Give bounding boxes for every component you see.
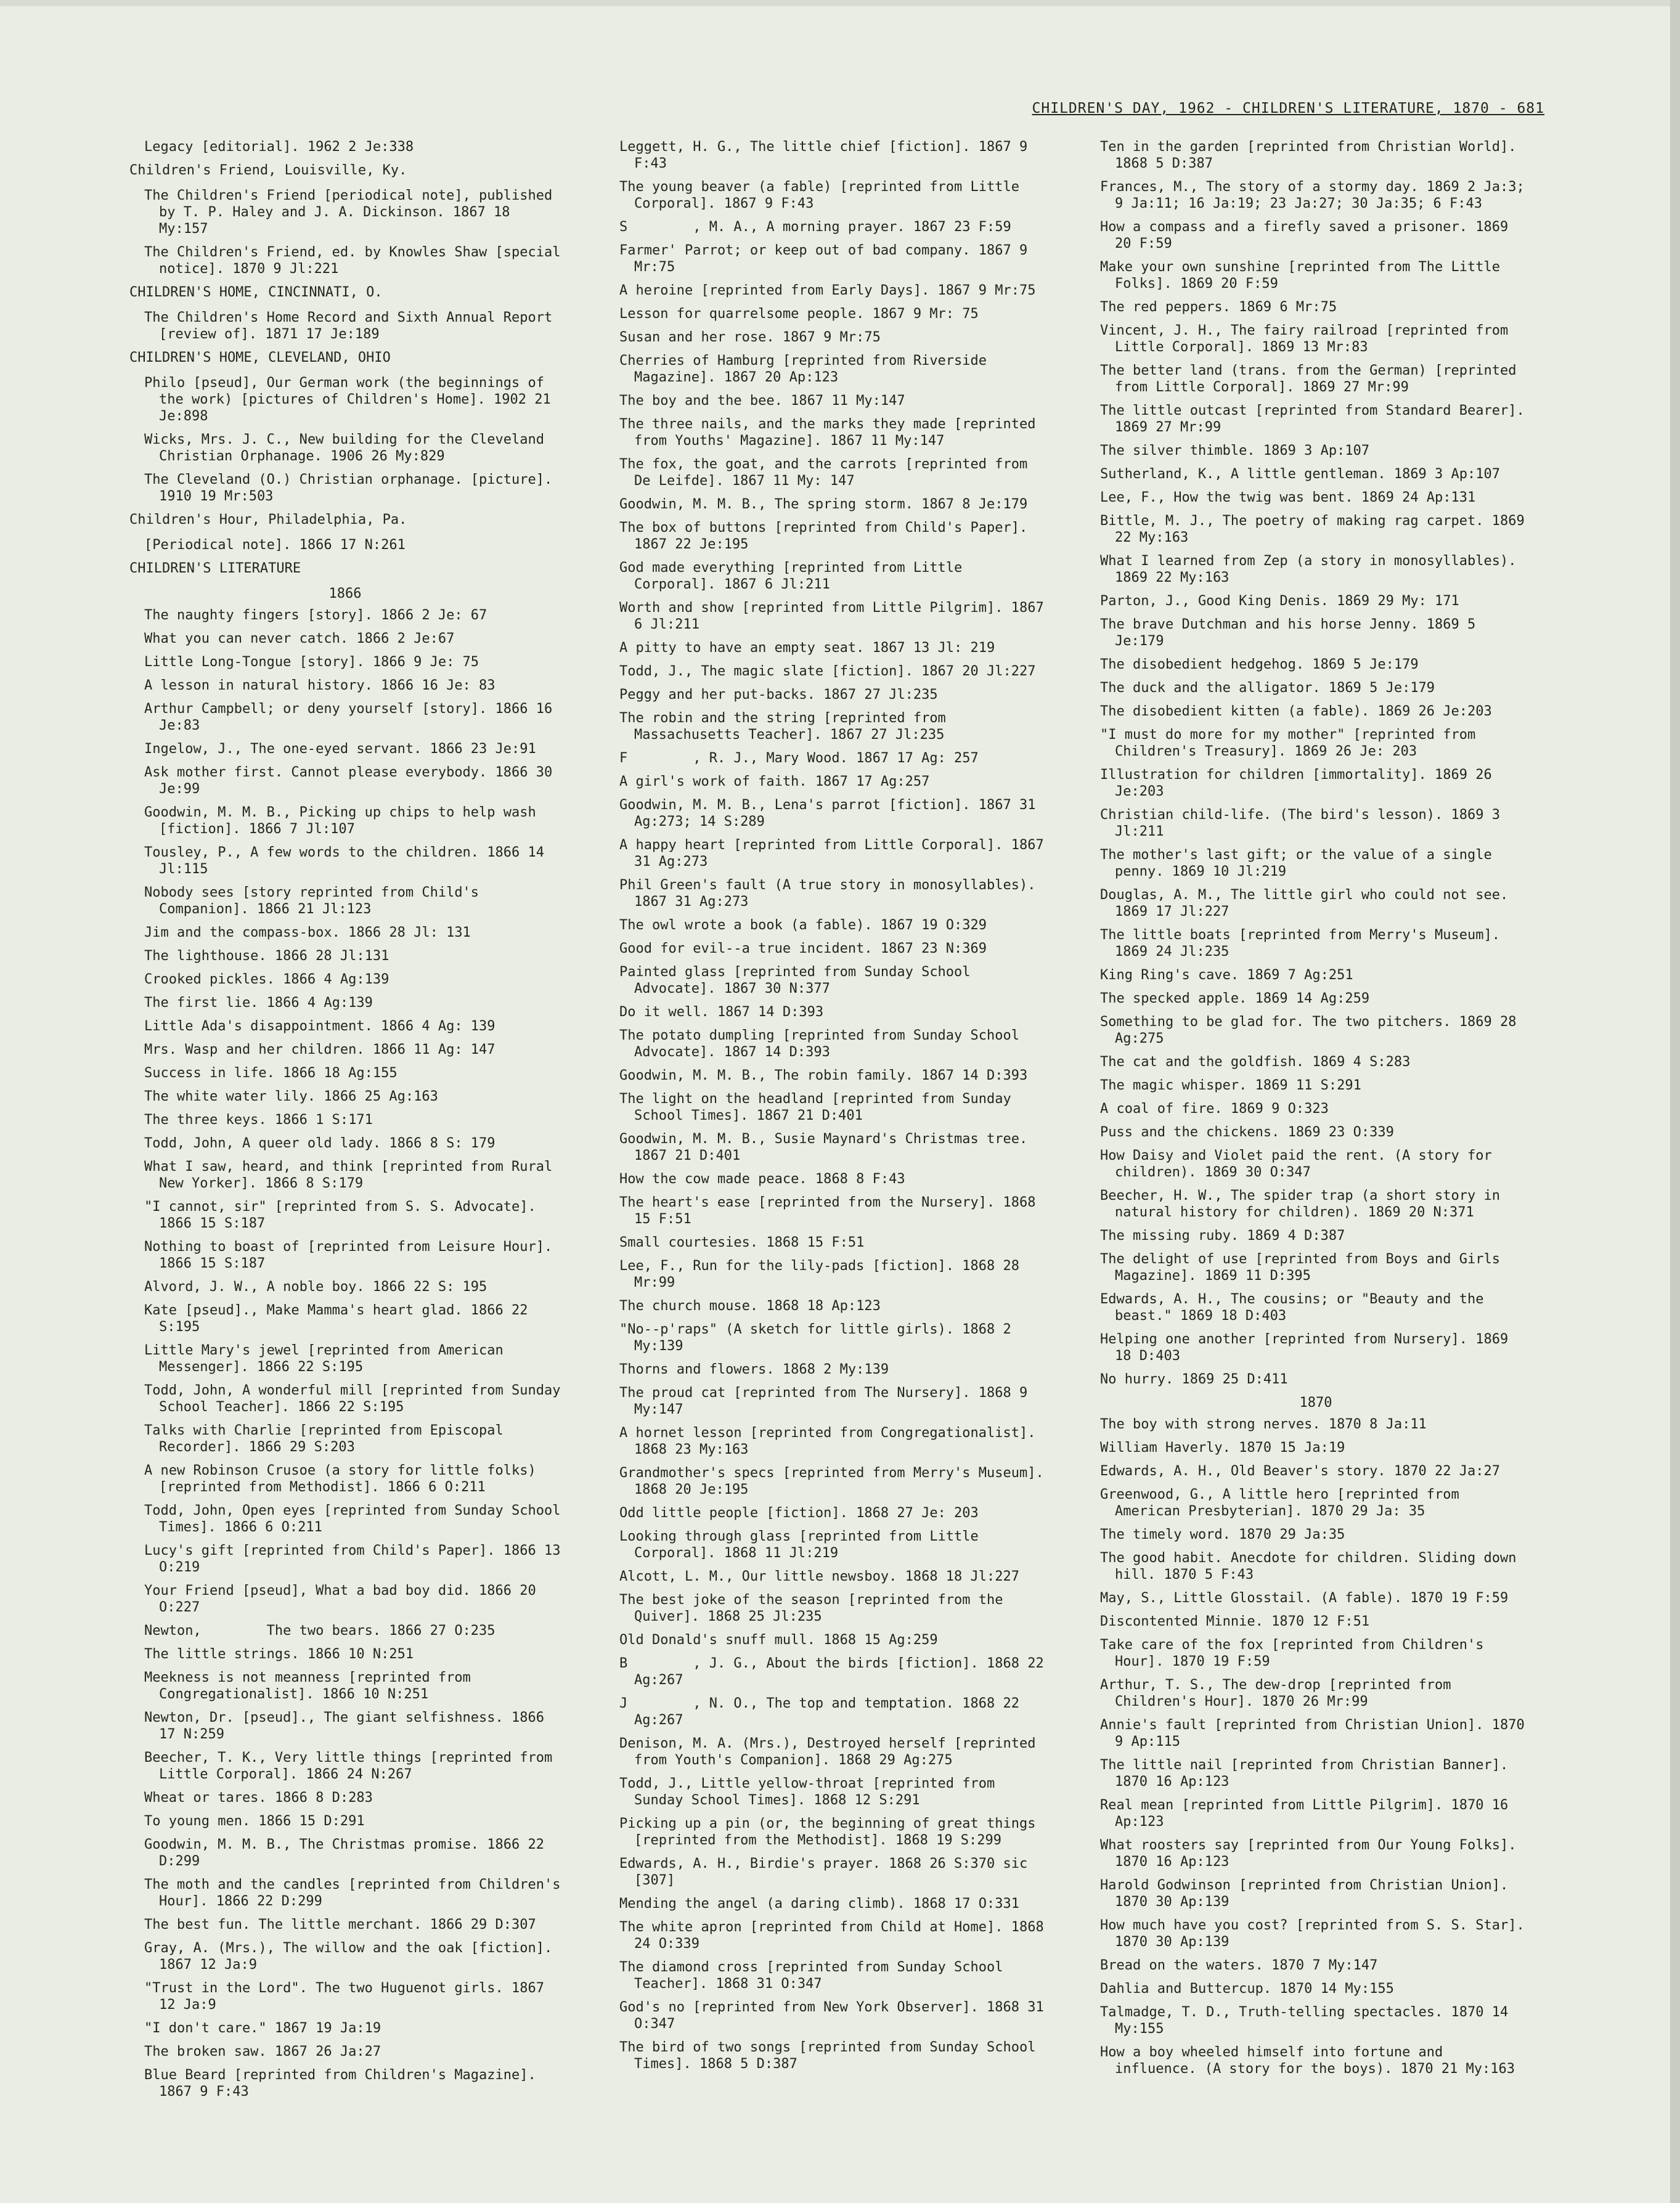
index-entry: Bittle, M. J., The poetry of making rag carpet. 1869 22 My:163: [1100, 513, 1533, 545]
index-entry: A heroine [reprinted from Early Days]. 1867 9 Mr:75: [619, 283, 1036, 298]
index-entry: The little boats [reprinted from Merry's Museum]. 1869 24 Jl:235: [1100, 927, 1509, 959]
index-entry: Talks with Charlie [reprinted from Episcopal Recorder]. 1866 29 S:203: [144, 1423, 512, 1455]
index-entry: Greenwood, G., A little hero [reprinted from American Presbyterian]. 1870 29 Ja: 35: [1100, 1487, 1468, 1519]
running-head: CHILDREN'S DAY, 1962 - CHILDREN'S LITERATURE, 1870 - 681: [1032, 100, 1544, 116]
index-entry: Arthur, T. S., The dew-drop [reprinted from Children's Hour]. 1870 26 Mr:99: [1100, 1677, 1459, 1709]
index-entry: The white water lily. 1866 25 Ag:163: [144, 1089, 438, 1104]
index-entry: The three keys. 1866 1 S:171: [144, 1112, 373, 1128]
index-entry: A hornet lesson [reprinted from Congregationalist]. 1868 23 My:163: [619, 1425, 1044, 1457]
index-heading: CHILDREN'S HOME, CINCINNATI, O.: [129, 285, 383, 300]
index-entry: A pitty to have an empty seat. 1867 13 Jl: 219: [619, 640, 995, 656]
index-entry: Lucy's gift [reprinted from Child's Paper]. 1866 13 O:219: [144, 1543, 569, 1575]
index-entry: Odd little people [fiction]. 1868 27 Je: 203: [619, 1505, 979, 1521]
index-entry: Do it well. 1867 14 D:393: [619, 1004, 824, 1020]
index-entry: "I don't care." 1867 19 Ja:19: [144, 2021, 381, 2036]
index-entry: The robin and the string [reprinted from Massachusetts Teacher]. 1867 27 Jl:235: [619, 711, 955, 743]
index-entry: The potato dumpling [reprinted from Sunday School Advocate]. 1867 14 D:393: [619, 1028, 1028, 1060]
index-entry: "I cannot, sir" [reprinted from S. S. Advocate]. 1866 15 S:187: [144, 1199, 545, 1231]
index-entry: The church mouse. 1868 18 Ap:123: [619, 1298, 881, 1314]
index-entry: Crooked pickles. 1866 4 Ag:139: [144, 972, 389, 987]
index-entry: "No--p'raps" (A sketch for little girls). 1868 2 My:139: [619, 1322, 1020, 1354]
index-entry: Goodwin, M. M. B., Lena's parrot [fiction]. 1867 31 Ag:273; 14 S:289: [619, 797, 1044, 829]
index-entry: Cherries of Hamburg [reprinted from Riverside Magazine]. 1867 20 Ap:123: [619, 353, 995, 385]
index-entry: The Children's Friend, ed. by Knowles Shaw [special notice]. 1870 9 Jl:221: [144, 245, 569, 277]
index-entry: The timely word. 1870 29 Ja:35: [1100, 1527, 1345, 1542]
index-entry: The light on the headland [reprinted from Sunday School Times]. 1867 21 D:401: [619, 1091, 1020, 1123]
index-entry: The moth and the candles [reprinted from Children's Hour]. 1866 22 D:299: [144, 1877, 569, 1909]
index-entry: Helping one another [reprinted from Nursery]. 1869 18 D:403: [1100, 1332, 1517, 1364]
index-entry: "Trust in the Lord". The two Huguenot girls. 1867 12 Ja:9: [144, 1981, 553, 2013]
index-entry: Ten in the garden [reprinted from Christian World]. 1868 5 D:387: [1100, 139, 1525, 171]
index-entry: The fox, the goat, and the carrots [reprinted from De Leifde]. 1867 11 My: 147: [619, 457, 1036, 489]
index-entry: The Children's Home Record and Sixth Annual Report [review of]. 1871 17 Je:189: [144, 310, 561, 342]
index-entry: Make your own sunshine [reprinted from The Little Folks]. 1869 20 F:59: [1100, 259, 1509, 291]
index-entry: How the cow made peace. 1868 8 F:43: [619, 1171, 905, 1187]
index-heading: Children's Friend, Louisville, Ky.: [129, 163, 407, 178]
index-entry: Farmer' Parrot; or keep out of bad company. 1867 9 Mr:75: [619, 243, 1036, 275]
index-entry: The delight of use [reprinted from Boys and Girls Magazine]. 1869 11 D:395: [1100, 1252, 1509, 1284]
index-entry: Edwards, A. H., The cousins; or "Beauty and the beast." 1869 18 D:403: [1100, 1292, 1492, 1324]
index-entry: Beecher, H. W., The spider trap (a short story in natural history for children). 1869 20 N:371: [1100, 1188, 1509, 1220]
index-entry: Take care of the fox [reprinted from Children's Hour]. 1870 19 F:59: [1100, 1637, 1492, 1669]
index-entry: Todd, John, Open eyes [reprinted from Sunday School Times]. 1866 6 O:211: [144, 1503, 569, 1535]
index-entry: May, S., Little Glosstail. (A fable). 1870 19 F:59: [1100, 1590, 1509, 1606]
index-entry: The naughty fingers [story]. 1866 2 Je: 67: [144, 608, 487, 623]
index-entry: Todd, J., The magic slate [fiction]. 1867 20 Jl:227: [619, 664, 1036, 679]
index-entry: Puss and the chickens. 1869 23 O:339: [1100, 1125, 1394, 1140]
index-entry: Philo [pseud], Our German work (the beginnings of the work) [pictures of Children's Home]. 1902 21 Je:898: [144, 375, 560, 424]
index-entry: Nothing to boast of [reprinted from Leisure Hour]. 1866 15 S:187: [144, 1239, 561, 1271]
index-entry: Looking through glass [reprinted from Little Corporal]. 1868 11 Jl:219: [619, 1529, 987, 1561]
index-entry: Vincent, J. H., The fairy railroad [reprinted from Little Corporal]. 1869 13 Mr:83: [1100, 323, 1517, 355]
index-entry: The silver thimble. 1869 3 Ap:107: [1100, 443, 1370, 458]
index-entry: How Daisy and Violet paid the rent. (A story for children). 1869 30 O:347: [1100, 1148, 1501, 1180]
index-entry: What you can never catch. 1866 2 Je:67: [144, 631, 455, 646]
index-entry: The cat and the goldfish. 1869 4 S:283: [1100, 1054, 1411, 1070]
index-entry: J , N. O., The top and temptation. 1868 22 Ag:267: [619, 1696, 1028, 1728]
index-entry: A lesson in natural history. 1866 16 Je: 83: [144, 678, 495, 693]
index-entry: Real mean [reprinted from Little Pilgrim]. 1870 16 Ap:123: [1100, 1798, 1517, 1830]
page-edge: [1670, 0, 1680, 2203]
index-entry: Lee, F., How the twig was bent. 1869 24 Ap:131: [1100, 490, 1476, 505]
column-3: [1100, 139, 1531, 2084]
index-entry: S , M. A., A morning prayer. 1867 23 F:59: [619, 219, 1011, 235]
index-entry: King Ring's cave. 1869 7 Ag:251: [1100, 967, 1353, 983]
index-entry: The broken saw. 1867 26 Ja:27: [144, 2044, 381, 2059]
index-entry: A coal of fire. 1869 9 O:323: [1100, 1101, 1329, 1117]
index-entry: Your Friend [pseud], What a bad boy did. 1866 20 O:227: [144, 1583, 545, 1615]
index-entry: The lighthouse. 1866 28 Jl:131: [144, 948, 389, 964]
index-entry: The brave Dutchman and his horse Jenny. 1869 5 Je:179: [1100, 617, 1484, 649]
index-entry: A girl's work of faith. 1867 17 Ag:257: [619, 774, 930, 789]
index-entry: Gray, A. (Mrs.), The willow and the oak [fiction]. 1867 12 Ja:9: [144, 1940, 561, 1973]
index-entry: Meekness is not meanness [reprinted from Congregationalist]. 1866 10 N:251: [144, 1670, 479, 1702]
index-entry: The bird of two songs [reprinted from Sunday School Times]. 1868 5 D:387: [619, 2040, 1044, 2072]
index-entry: Newton, The two bears. 1866 27 O:235: [144, 1623, 495, 1639]
year-heading: 1870: [1299, 1395, 1332, 1411]
index-entry: How much have you cost? [reprinted from S. S. Star]. 1870 30 Ap:139: [1100, 1918, 1533, 1950]
index-entry: Douglas, A. M., The little girl who could not see. 1869 17 Jl:227: [1100, 887, 1517, 919]
index-entry: Beecher, T. K., Very little things [reprinted from Little Corporal]. 1866 24 N:267: [144, 1750, 561, 1782]
index-entry: Something to be glad for. The two pitchers. 1869 28 Ag:275: [1100, 1014, 1525, 1046]
index-entry: The Children's Friend [periodical note], published by T. P. Haley and J. A. Dickinson. 1867 18 My:157: [144, 188, 561, 237]
index-entry: Alcott, L. M., Our little newsboy. 1868 18 Jl:227: [619, 1569, 1020, 1584]
index-entry: Denison, M. A. (Mrs.), Destroyed herself [reprinted from Youth's Companion]. 1868 29 Ag:275: [619, 1736, 1044, 1768]
index-entry: Leggett, H. G., The little chief [fiction]. 1867 9 F:43: [619, 139, 1036, 171]
document-page: [0, 6, 1680, 2203]
index-entry: How a boy wheeled himself into fortune and influence. (A story for the boys). 1870 21 My:163: [1100, 2045, 1515, 2077]
index-entry: Mending the angel (a daring climb). 1868 17 O:331: [619, 1896, 1020, 1912]
index-entry: The specked apple. 1869 14 Ag:259: [1100, 991, 1370, 1006]
index-entry: Arthur Campbell; or deny yourself [story]. 1866 16 Je:83: [144, 701, 561, 733]
index-entry: Tousley, P., A few words to the children. 1866 14 Jl:115: [144, 845, 553, 877]
index-entry: The box of buttons [reprinted from Child's Paper]. 1867 22 Je:195: [619, 520, 1036, 552]
index-entry: God's no [reprinted from New York Observer]. 1868 31 O:347: [619, 2000, 1052, 2032]
index-entry: Mrs. Wasp and her children. 1866 11 Ag: 147: [144, 1042, 495, 1057]
index-entry: The three nails, and the marks they made [reprinted from Youths' Magazine]. 1867 11 My:147: [619, 417, 1044, 449]
index-entry: The diamond cross [reprinted from Sunday School Teacher]. 1868 31 O:347: [619, 1960, 1011, 1992]
index-entry: A new Robinson Crusoe (a story for little folks) [reprinted from Methodist]. 1866 6 O:211: [144, 1463, 545, 1495]
index-entry: The better land (trans. from the German) [reprinted from Little Corporal]. 1869 27 Mr:99: [1100, 363, 1525, 395]
index-entry: The duck and the alligator. 1869 5 Je:179: [1100, 680, 1435, 696]
index-entry: The best joke of the season [reprinted from the Quiver]. 1868 25 Jl:235: [619, 1592, 1011, 1624]
index-entry: Edwards, A. H., Old Beaver's story. 1870 22 Ja:27: [1100, 1464, 1501, 1479]
index-entry: F , R. J., Mary Wood. 1867 17 Ag: 257: [619, 751, 979, 766]
index-entry: Ask mother first. Cannot please everybody. 1866 30 Je:99: [144, 765, 561, 797]
index-entry: The Cleveland (O.) Christian orphanage. [picture]. 1910 19 Mr:503: [144, 472, 561, 504]
index-entry: The owl wrote a book (a fable). 1867 19 O:329: [619, 918, 987, 933]
index-entry: What roosters say [reprinted from Our Young Folks]. 1870 16 Ap:123: [1100, 1838, 1525, 1870]
index-entry: Sutherland, K., A little gentleman. 1869 3 Ap:107: [1100, 466, 1501, 482]
index-entry: Success in life. 1866 18 Ag:155: [144, 1065, 398, 1081]
index-entry: Kate [pseud]., Make Mamma's heart glad. 1866 22 S:195: [144, 1303, 536, 1335]
index-entry: Old Donald's snuff mull. 1868 15 Ag:259: [619, 1632, 938, 1648]
index-entry: Grandmother's specs [reprinted from Merry's Museum]. 1868 20 Je:195: [619, 1465, 1052, 1497]
index-entry: The first lie. 1866 4 Ag:139: [144, 995, 373, 1011]
column-2: [619, 139, 1051, 2079]
index-entry: Thorns and flowers. 1868 2 My:139: [619, 1362, 889, 1377]
index-entry: No hurry. 1869 25 D:411: [1100, 1372, 1288, 1387]
index-entry: How a compass and a firefly saved a prisoner. 1869 20 F:59: [1100, 219, 1517, 251]
index-entry: Todd, John, A queer old lady. 1866 8 S: 179: [144, 1136, 495, 1151]
index-entry: A happy heart [reprinted from Little Corporal]. 1867 31 Ag:273: [619, 837, 1052, 869]
index-entry: Lesson for quarrelsome people. 1867 9 Mr: 75: [619, 306, 979, 322]
index-entry: Little Long-Tongue [story]. 1866 9 Je: 75: [144, 654, 479, 670]
column-1: [129, 139, 569, 2107]
index-entry: The little strings. 1866 10 N:251: [144, 1647, 414, 1662]
index-entry: "I must do more for my mother" [reprinted from Children's Treasury]. 1869 26 Je: 203: [1100, 727, 1484, 759]
index-entry: Alvord, J. W., A noble boy. 1866 22 S: 195: [144, 1279, 487, 1295]
index-entry: The disobedient kitten (a fable). 1869 26 Je:203: [1100, 704, 1492, 719]
index-entry: William Haverly. 1870 15 Ja:19: [1100, 1440, 1345, 1456]
index-entry: The magic whisper. 1869 11 S:291: [1100, 1078, 1361, 1093]
index-entry: The good habit. Anecdote for children. Sliding down hill. 1870 5 F:43: [1100, 1550, 1525, 1582]
index-entry: Talmadge, T. D., Truth-telling spectacles. 1870 14 My:155: [1100, 2005, 1517, 2037]
index-entry: The white apron [reprinted from Child at Home]. 1868 24 O:339: [619, 1920, 1052, 1952]
index-heading: CHILDREN'S LITERATURE: [129, 561, 301, 576]
index-entry: Goodwin, M. M. B., The robin family. 1867 14 D:393: [619, 1068, 1028, 1083]
index-entry: The disobedient hedgehog. 1869 5 Je:179: [1100, 657, 1419, 672]
index-entry: Frances, M., The story of a stormy day. 1869 2 Ja:3; 9 Ja:11; 16 Ja:19; 23 Ja:27; 30 Ja:35; 6 F:43: [1100, 179, 1533, 211]
index-entry: God made everything [reprinted from Little Corporal]. 1867 6 Jl:211: [619, 560, 971, 592]
index-entry: The missing ruby. 1869 4 D:387: [1100, 1228, 1345, 1244]
index-entry: Lee, F., Run for the lily-pads [fiction]. 1868 28 Mr:99: [619, 1258, 1028, 1290]
index-heading: Children's Hour, Philadelphia, Pa.: [129, 512, 407, 527]
index-entry: Christian child-life. (The bird's lesson). 1869 3 Jl:211: [1100, 807, 1509, 839]
index-entry: Discontented Minnie. 1870 12 F:51: [1100, 1614, 1370, 1629]
index-entry: Goodwin, M. M. B., Susie Maynard's Christmas tree. 1867 21 D:401: [619, 1131, 1036, 1163]
index-entry: Parton, J., Good King Denis. 1869 29 My: 171: [1100, 593, 1459, 609]
index-entry: The little outcast [reprinted from Standard Bearer]. 1869 27 Mr:99: [1100, 403, 1533, 435]
index-entry: Illustration for children [immortality]. 1869 26 Je:203: [1100, 767, 1501, 799]
index-entry: Goodwin, M. M. B., The spring storm. 1867 8 Je:179: [619, 497, 1028, 512]
index-heading: CHILDREN'S HOME, CLEVELAND, OHIO: [129, 350, 391, 365]
index-entry: Worth and show [reprinted from Little Pilgrim]. 1867 6 Jl:211: [619, 600, 1052, 632]
index-entry: Little Ada's disappointment. 1866 4 Ag: 139: [144, 1019, 495, 1034]
index-entry: Good for evil--a true incident. 1867 23 N:369: [619, 941, 987, 956]
index-entry: The little nail [reprinted from Christian Banner]. 1870 16 Ap:123: [1100, 1757, 1517, 1790]
index-entry: Goodwin, M. M. B., The Christmas promise. 1866 22 D:299: [144, 1837, 553, 1869]
index-entry: Small courtesies. 1868 15 F:51: [619, 1235, 865, 1250]
index-entry: Phil Green's fault (A true story in monosyllables). 1867 31 Ag:273: [619, 878, 1044, 910]
index-entry: Painted glass [reprinted from Sunday School Advocate]. 1867 30 N:377: [619, 964, 979, 996]
index-entry: Goodwin, M. M. B., Picking up chips to help wash [fiction]. 1866 7 Jl:107: [144, 805, 545, 837]
index-entry: Little Mary's jewel [reprinted from American Messenger]. 1866 22 S:195: [144, 1343, 512, 1375]
index-entry: What I learned from Zep (a story in monosyllables). 1869 22 My:163: [1100, 553, 1525, 585]
index-entry: Dahlia and Buttercup. 1870 14 My:155: [1100, 1981, 1394, 1997]
index-entry: Annie's fault [reprinted from Christian Union]. 1870 9 Ap:115: [1100, 1717, 1533, 1749]
index-entry: The boy and the bee. 1867 11 My:147: [619, 393, 905, 409]
index-entry: To young men. 1866 15 D:291: [144, 1814, 365, 1829]
index-entry: Legacy [editorial]. 1962 2 Je:338: [144, 139, 414, 155]
index-entry: Nobody sees [story reprinted from Child's Companion]. 1866 21 Jl:123: [144, 885, 487, 917]
index-entry: Ingelow, J., The one-eyed servant. 1866 23 Je:91: [144, 741, 536, 757]
index-entry: The boy with strong nerves. 1870 8 Ja:11: [1100, 1417, 1427, 1432]
index-entry: Edwards, A. H., Birdie's prayer. 1868 26 S:370 sic [307]: [619, 1856, 1036, 1888]
index-entry: What I saw, heard, and think [reprinted from Rural New Yorker]. 1866 8 S:179: [144, 1159, 561, 1191]
index-entry: Newton, Dr. [pseud]., The giant selfishness. 1866 17 N:259: [144, 1710, 553, 1742]
index-entry: The red peppers. 1869 6 Mr:75: [1100, 299, 1337, 315]
index-entry: Blue Beard [reprinted from Children's Magazine]. 1867 9 F:43: [144, 2067, 545, 2099]
index-entry: The best fun. The little merchant. 1866 29 D:307: [144, 1917, 536, 1932]
index-entry: Todd, J., Little yellow-throat [reprinted from Sunday School Times]. 1868 12 S:291: [619, 1776, 1003, 1808]
index-entry: B , J. G., About the birds [fiction]. 1868 22 Ag:267: [619, 1656, 1052, 1688]
index-entry: Peggy and her put-backs. 1867 27 Jl:235: [619, 687, 938, 702]
index-entry: Wicks, Mrs. J. C., New building for the Cleveland Christian Orphanage. 1906 26 My:829: [144, 432, 553, 464]
index-entry: The mother's last gift; or the value of a single penny. 1869 10 Jl:219: [1100, 847, 1501, 879]
index-entry: Todd, John, A wonderful mill [reprinted from Sunday School Teacher]. 1866 22 S:195: [144, 1383, 569, 1415]
index-entry: Harold Godwinson [reprinted from Christian Union]. 1870 30 Ap:139: [1100, 1878, 1517, 1910]
index-entry: Bread on the waters. 1870 7 My:147: [1100, 1958, 1378, 1973]
index-entry: The young beaver (a fable) [reprinted from Little Corporal]. 1867 9 F:43: [619, 179, 1028, 211]
index-entry: The heart's ease [reprinted from the Nursery]. 1868 15 F:51: [619, 1195, 1044, 1227]
index-entry: Picking up a pin (or, the beginning of great things [reprinted from the Methodist]. 1868 19 S:299: [619, 1816, 1044, 1848]
index-entry: [Periodical note]. 1866 17 N:261: [144, 537, 406, 553]
year-heading: 1866: [328, 586, 362, 601]
index-entry: Wheat or tares. 1866 8 D:283: [144, 1790, 373, 1806]
index-entry: Susan and her rose. 1867 9 Mr:75: [619, 330, 881, 345]
index-entry: Jim and the compass-box. 1866 28 Jl: 131: [144, 925, 471, 940]
index-entry: The proud cat [reprinted from The Nursery]. 1868 9 My:147: [619, 1385, 1036, 1417]
